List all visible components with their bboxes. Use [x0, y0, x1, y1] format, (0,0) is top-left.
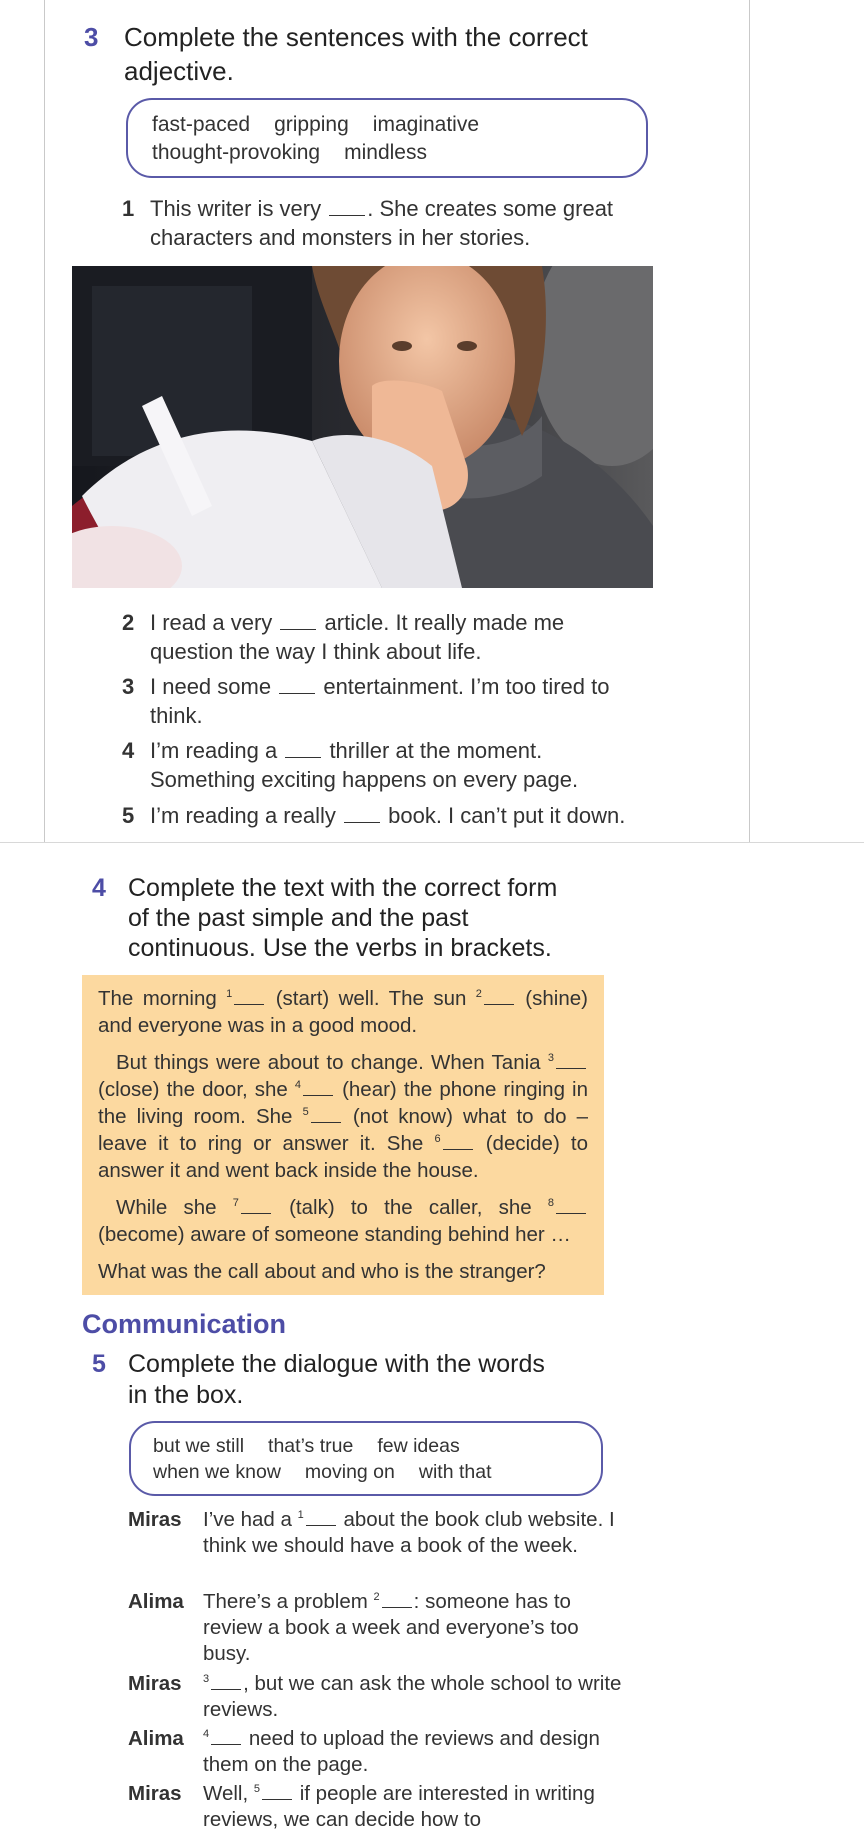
sentence-text: entertainment. I’m too tired to — [323, 674, 610, 699]
speaker-name: Miras — [128, 1782, 182, 1805]
right-page-border — [749, 0, 750, 842]
item-number: 5 — [122, 803, 135, 828]
story-question: What was the call about and who is the stranger? — [98, 1260, 546, 1283]
girl-reading-book-photo — [72, 266, 653, 588]
story-text: But things were about to change. When Tania — [116, 1051, 541, 1074]
dialogue-text: need to upload the reviews and design them on the page. — [203, 1727, 600, 1776]
exercise-number: 5 — [92, 1350, 106, 1378]
heading-line: adjective. — [124, 56, 234, 86]
photo-illustration — [72, 266, 653, 588]
dialogue-line — [128, 1671, 628, 1725]
dialogue-line — [128, 1507, 628, 1587]
speaker-name: Miras — [128, 1508, 182, 1531]
answer-blank[interactable] — [311, 1104, 341, 1123]
sentence-text: question the way I think about life. — [150, 639, 482, 664]
blank-number: 1 — [297, 1509, 304, 1522]
blank-number: 1 — [226, 988, 233, 1001]
blank-number: 3 — [203, 1673, 210, 1686]
blank-number: 4 — [203, 1728, 210, 1741]
sentence-item — [122, 608, 662, 668]
dialogue-text: about the book club website. I think we should have a book of the week. — [203, 1508, 615, 1557]
dialogue-text: I’ve had a — [203, 1508, 292, 1531]
answer-blank[interactable] — [344, 804, 380, 823]
sentence-item — [122, 672, 662, 732]
answer-blank[interactable] — [306, 1507, 336, 1526]
speaker-name: Alima — [128, 1590, 184, 1613]
answer-blank[interactable] — [241, 1195, 271, 1214]
answer-blank[interactable] — [285, 739, 321, 758]
answer-blank[interactable] — [382, 1589, 412, 1608]
blank-number: 7 — [232, 1197, 239, 1210]
heading-line: of the past simple and the past — [128, 904, 469, 932]
heading-line: Complete the sentences with the correct — [124, 22, 588, 52]
sentence-text: characters and monsters in her stories. — [150, 225, 531, 250]
sentence-text: I read a very — [150, 610, 273, 635]
story-paragraph — [98, 985, 588, 1039]
left-page-border — [44, 0, 45, 842]
sentence-item — [122, 194, 662, 254]
word-box — [129, 1421, 603, 1496]
answer-blank[interactable] — [443, 1131, 473, 1150]
heading-line: in the box. — [128, 1381, 244, 1409]
sentence-text: book. I can’t put it down. — [388, 803, 626, 828]
item-number: 4 — [122, 738, 135, 763]
word-option: gripping — [274, 113, 349, 136]
blank-number: 3 — [547, 1052, 554, 1065]
story-text: (decide) to answer it and went back inside the house. — [98, 1132, 589, 1182]
word-option: but we still — [153, 1435, 245, 1457]
word-option: imaginative — [372, 113, 480, 136]
word-option: fast-paced — [152, 113, 251, 136]
answer-blank[interactable] — [211, 1726, 241, 1745]
sentence-text: think. — [150, 703, 203, 728]
word-option: when we know — [153, 1461, 281, 1483]
answer-blank[interactable] — [234, 986, 264, 1005]
blank-number: 5 — [302, 1106, 309, 1119]
speaker-name: Alima — [128, 1727, 184, 1750]
answer-blank[interactable] — [556, 1050, 586, 1069]
answer-blank[interactable] — [303, 1077, 333, 1096]
story-paragraph — [98, 1194, 588, 1248]
heading-line: Complete the dialogue with the words — [128, 1350, 545, 1378]
blank-number: 2 — [475, 988, 482, 1001]
exercise-number: 4 — [92, 874, 106, 902]
heading-line: continuous. Use the verbs in brackets. — [128, 934, 552, 962]
dialogue-text: if people are interested in writing reviews, we can decide how to — [203, 1782, 595, 1831]
dialogue-text: Well, — [203, 1782, 249, 1805]
dialogue-line — [128, 1781, 628, 1832]
answer-blank[interactable] — [211, 1671, 241, 1690]
item-number: 2 — [122, 610, 135, 635]
blank-number: 8 — [547, 1197, 555, 1210]
word-option: that’s true — [268, 1435, 354, 1457]
page-divider — [0, 842, 864, 843]
word-option: mindless — [344, 141, 427, 164]
dialogue-text: There’s a problem — [203, 1590, 368, 1613]
story-text: (hear) the phone ringing in the living room. She — [98, 1078, 588, 1128]
dialogue-line — [128, 1589, 628, 1669]
story-text: (talk) to the caller, she — [289, 1196, 532, 1219]
answer-blank[interactable] — [280, 611, 316, 630]
dialogue-text: , but we can ask the whole school to write reviews. — [203, 1672, 622, 1721]
story-paragraph — [98, 1049, 588, 1184]
word-option: thought-provoking — [152, 141, 321, 164]
blank-number: 5 — [253, 1783, 261, 1796]
sentence-item — [122, 801, 662, 831]
sentence-text: I’m reading a really — [150, 803, 336, 828]
word-option: with that — [418, 1461, 492, 1483]
story-text: (close) the door, she — [98, 1078, 288, 1101]
dialogue-line — [128, 1726, 628, 1780]
speaker-name: Miras — [128, 1672, 182, 1695]
answer-blank[interactable] — [484, 986, 514, 1005]
blank-number: 2 — [373, 1591, 380, 1604]
story-text: (shine) and everyone was in a good mood. — [98, 987, 588, 1037]
dialogue-text: : someone has to review a book a week and everyone’s too busy. — [203, 1590, 579, 1665]
blank-number: 6 — [434, 1133, 441, 1146]
heading-line: Complete the text with the correct form — [128, 874, 558, 902]
sentence-text: I need some — [150, 674, 272, 699]
answer-blank[interactable] — [556, 1195, 586, 1214]
story-text: While she — [116, 1196, 217, 1219]
item-number: 3 — [122, 674, 135, 699]
sentence-text: thriller at the moment. — [329, 738, 543, 763]
sentence-text: article. It really made me — [324, 610, 565, 635]
section-title: Communication — [82, 1309, 287, 1339]
sentence-text: This writer is very — [150, 196, 322, 221]
sentence-text: I’m reading a — [150, 738, 278, 763]
story-text-box — [82, 975, 604, 1295]
answer-blank[interactable] — [329, 197, 365, 216]
word-option: few ideas — [377, 1435, 460, 1457]
word-box — [126, 98, 648, 178]
sentence-text: . She creates some great — [367, 196, 614, 221]
sentence-item — [122, 736, 662, 796]
story-text: The morning — [98, 987, 217, 1010]
sentence-text: Something exciting happens on every page. — [150, 767, 579, 792]
story-text: (become) aware of someone standing behind her … — [98, 1223, 571, 1246]
item-number: 1 — [122, 196, 135, 221]
answer-blank[interactable] — [262, 1781, 292, 1800]
story-text: (not know) what to do – leave it to ring or answer it. She — [98, 1105, 588, 1155]
answer-blank[interactable] — [279, 675, 315, 694]
exercise-number: 3 — [84, 22, 99, 52]
story-text: (start) well. The sun — [275, 987, 467, 1010]
word-option: moving on — [304, 1461, 395, 1483]
blank-number: 4 — [294, 1079, 302, 1092]
